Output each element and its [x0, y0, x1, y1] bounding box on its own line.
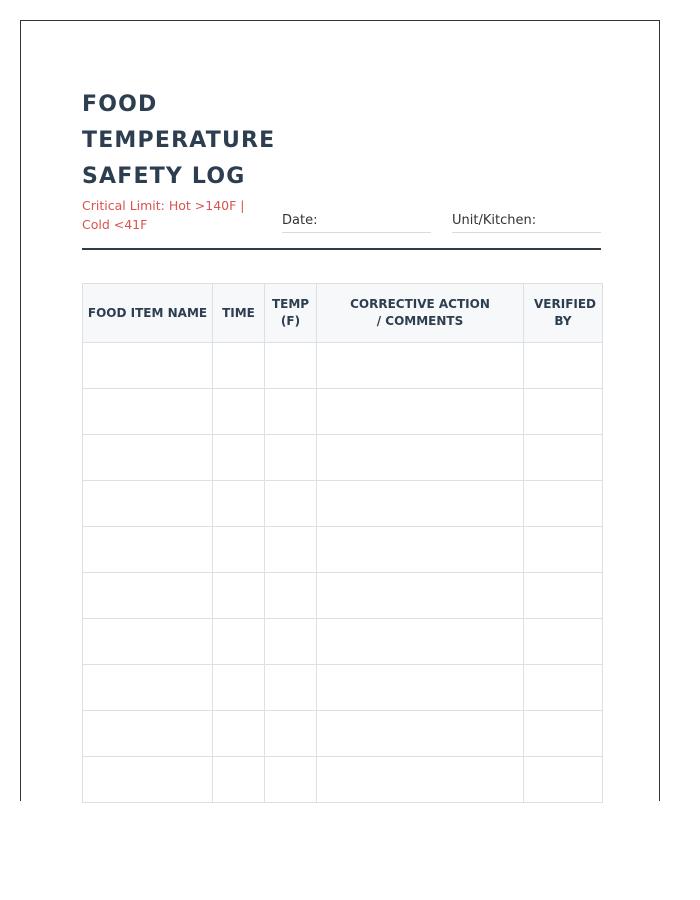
table-row: [83, 665, 603, 711]
cell-verified-by[interactable]: [524, 665, 603, 711]
cell-temp[interactable]: [265, 435, 317, 481]
cell-verified-by[interactable]: [524, 757, 603, 803]
cell-food-item[interactable]: [83, 711, 213, 757]
cell-time[interactable]: [213, 573, 265, 619]
header-divider: [82, 248, 601, 250]
cell-food-item[interactable]: [83, 757, 213, 803]
critical-limit-note: Critical Limit: Hot >140F | Cold <41F: [82, 198, 245, 232]
cell-corrective-action[interactable]: [317, 573, 524, 619]
cell-food-item[interactable]: [83, 665, 213, 711]
table-row: [83, 573, 603, 619]
cell-verified-by[interactable]: [524, 481, 603, 527]
cell-verified-by[interactable]: [524, 435, 603, 481]
column-header-food-item: FOOD ITEM NAME: [83, 284, 213, 343]
log-sheet-page: [20, 20, 660, 801]
cell-verified-by[interactable]: [524, 389, 603, 435]
column-header-temp: [265, 284, 317, 343]
cell-time[interactable]: [213, 435, 265, 481]
cell-food-item[interactable]: [83, 573, 213, 619]
cell-corrective-action[interactable]: [317, 343, 524, 389]
cell-corrective-action[interactable]: [317, 481, 524, 527]
cell-corrective-action[interactable]: [317, 389, 524, 435]
cell-temp[interactable]: [265, 573, 317, 619]
cell-food-item[interactable]: [83, 481, 213, 527]
column-header-verified-by: [524, 284, 603, 343]
cell-verified-by[interactable]: [524, 573, 603, 619]
cell-corrective-action[interactable]: [317, 435, 524, 481]
table-row: [83, 389, 603, 435]
date-field[interactable]: [282, 213, 431, 233]
cell-food-item[interactable]: [83, 527, 213, 573]
table-row: [83, 757, 603, 803]
cell-temp[interactable]: [265, 481, 317, 527]
cell-food-item[interactable]: [83, 435, 213, 481]
cell-time[interactable]: [213, 481, 265, 527]
column-header-corrective-action: [317, 284, 524, 343]
cell-food-item[interactable]: [83, 343, 213, 389]
column-header-time: TIME: [213, 284, 265, 343]
cell-temp[interactable]: [265, 389, 317, 435]
table-row: [83, 435, 603, 481]
cell-corrective-action[interactable]: [317, 527, 524, 573]
table-header-row: [83, 284, 603, 343]
cell-temp[interactable]: [265, 343, 317, 389]
table-row: [83, 481, 603, 527]
unit-kitchen-label: Unit/Kitchen:: [452, 213, 537, 228]
cell-verified-by[interactable]: [524, 527, 603, 573]
table-body: [83, 343, 603, 803]
cell-corrective-action[interactable]: [317, 619, 524, 665]
cell-time[interactable]: [213, 389, 265, 435]
date-label: Date:: [282, 213, 318, 228]
cell-temp[interactable]: [265, 527, 317, 573]
cell-temp[interactable]: [265, 619, 317, 665]
cell-temp[interactable]: [265, 711, 317, 757]
cell-time[interactable]: [213, 527, 265, 573]
column-header-temp-label: TEMP (F): [271, 297, 310, 328]
cell-corrective-action[interactable]: [317, 711, 524, 757]
cell-time[interactable]: [213, 665, 265, 711]
title-line-1: FOOD: [82, 92, 158, 117]
cell-verified-by[interactable]: [524, 343, 603, 389]
table-row: [83, 343, 603, 389]
cell-food-item[interactable]: [83, 619, 213, 665]
cell-food-item[interactable]: [83, 389, 213, 435]
cell-time[interactable]: [213, 757, 265, 803]
title-line-3: SAFETY LOG: [82, 164, 246, 189]
column-header-verified-by-label: VERIFIED BY: [534, 297, 597, 328]
unit-kitchen-field[interactable]: [452, 213, 601, 233]
page-title: [82, 87, 302, 195]
cell-time[interactable]: [213, 343, 265, 389]
cell-temp[interactable]: [265, 757, 317, 803]
temperature-log-table: [82, 283, 603, 803]
column-header-corrective-action-label: CORRECTIVE ACTION / COMMENTS: [350, 297, 490, 328]
cell-temp[interactable]: [265, 665, 317, 711]
table-row: [83, 619, 603, 665]
table-row: [83, 711, 603, 757]
cell-corrective-action[interactable]: [317, 665, 524, 711]
cell-verified-by[interactable]: [524, 619, 603, 665]
title-line-2: TEMPERATURE: [82, 128, 276, 153]
cell-corrective-action[interactable]: [317, 757, 524, 803]
cell-verified-by[interactable]: [524, 711, 603, 757]
cell-time[interactable]: [213, 711, 265, 757]
table-row: [83, 527, 603, 573]
cell-time[interactable]: [213, 619, 265, 665]
